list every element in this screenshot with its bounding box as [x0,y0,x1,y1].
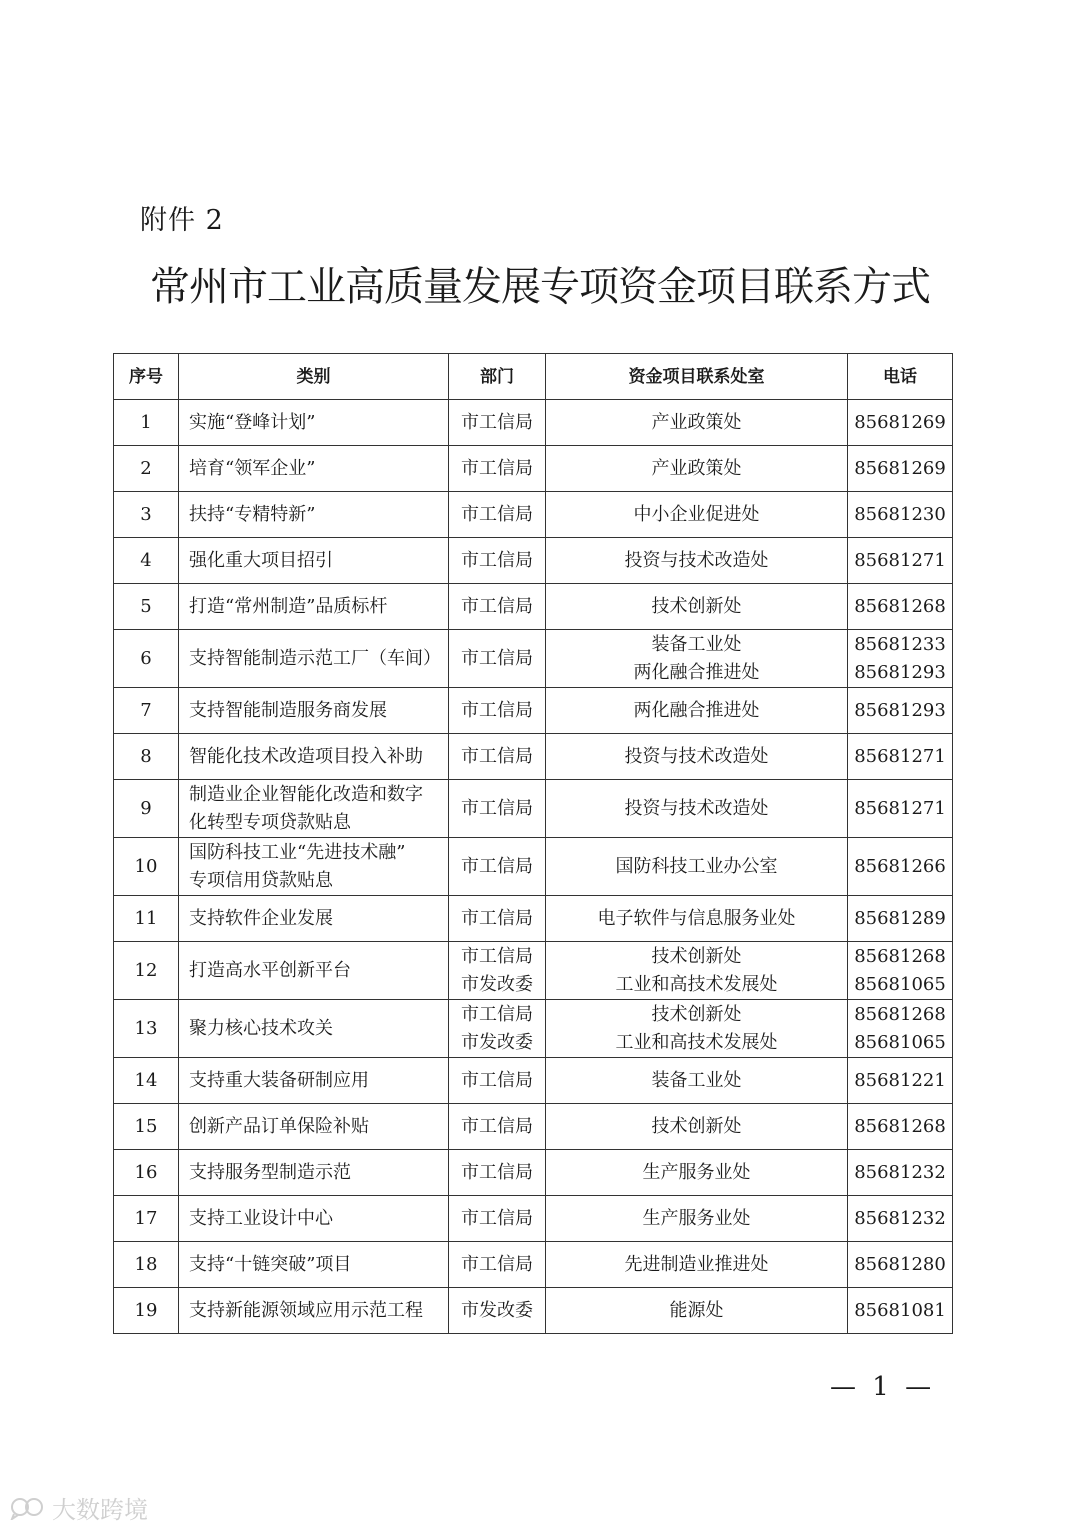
column-header-office: 资金项目联系处室 [546,354,848,400]
cell-no: 7 [114,688,179,734]
table-row [114,734,953,780]
cell-no: 14 [114,1058,179,1104]
cell-no: 6 [114,630,179,688]
cell-no: 10 [114,838,179,896]
cell-phone [848,734,953,780]
cell-department [449,446,546,492]
cell-office [546,688,848,734]
cell-phone [848,1150,953,1196]
cell-category [179,896,449,942]
cell-category [179,1288,449,1334]
cell-phone-line: 85681289 [854,907,946,929]
cell-category [179,584,449,630]
cell-department [449,1058,546,1104]
cell-department [449,734,546,780]
cell-phone-line: 85681293 [854,699,946,721]
cell-phone-line: 85681271 [854,745,946,767]
cell-department [449,838,546,896]
cell-phone [848,942,953,1000]
cell-no: 13 [114,1000,179,1058]
cell-department [449,1196,546,1242]
cell-no: 12 [114,942,179,1000]
cell-category [179,400,449,446]
cell-department-line: 市发改委 [461,1299,533,1321]
cell-office-line: 工业和高技术发展处 [615,1031,778,1053]
cell-office-line: 电子软件与信息服务业处 [597,907,796,929]
cell-category [179,446,449,492]
cell-phone [848,896,953,942]
cell-category-line: 扶持“专精特新” [189,503,316,525]
cell-phone [848,1058,953,1104]
table-row [114,1000,953,1058]
cell-department-line: 市工信局 [461,855,533,877]
cell-department-line: 市工信局 [461,745,533,767]
cell-office-line: 产业政策处 [651,457,742,479]
cell-department [449,942,546,1000]
cell-office-line: 技术创新处 [651,595,742,617]
cell-department [449,1288,546,1334]
cell-phone [848,492,953,538]
cell-office [546,1104,848,1150]
cell-category [179,538,449,584]
cell-department-line: 市工信局 [461,699,533,721]
cell-category [179,1104,449,1150]
cell-department [449,492,546,538]
cell-no: 9 [114,780,179,838]
table-header-row [114,354,953,400]
cell-department [449,1150,546,1196]
cell-category-line: 国防科技工业“先进技术融” [189,841,406,863]
cell-office-line: 国防科技工业办公室 [615,855,778,877]
cell-category-line: 聚力核心技术攻关 [189,1017,333,1039]
table-body [114,400,953,1334]
cell-department-line: 市工信局 [461,647,533,669]
cell-department-line: 市工信局 [461,549,533,571]
cell-category-line: 支持“十链突破”项目 [189,1253,352,1275]
cell-category-line: 制造业企业智能化改造和数字 [189,783,423,805]
cell-phone-line: 85681268 [854,1115,946,1137]
cell-no: 18 [114,1242,179,1288]
cell-department [449,780,546,838]
table-row [114,630,953,688]
page-number: — 1 — [830,1372,936,1402]
cell-no: 5 [114,584,179,630]
chat-bubble-icon [10,1496,46,1520]
table-row [114,1104,953,1150]
cell-phone-line: 85681065 [854,973,946,995]
cell-category-line: 打造高水平创新平台 [189,959,351,981]
cell-category [179,734,449,780]
cell-phone-line: 85681232 [854,1161,946,1183]
cell-office-line: 工业和高技术发展处 [615,973,778,995]
cell-phone-line: 85681266 [854,855,946,877]
cell-department-line: 市发改委 [461,973,533,995]
cell-department-line: 市工信局 [461,1115,533,1137]
cell-category-line: 支持工业设计中心 [189,1207,333,1229]
cell-office-line: 技术创新处 [651,1003,742,1025]
cell-phone-line: 85681271 [854,797,946,819]
cell-office-line: 装备工业处 [651,1069,742,1091]
cell-office [546,1058,848,1104]
cell-department [449,584,546,630]
cell-phone-line: 85681230 [854,503,946,525]
contact-table [113,353,953,1334]
cell-phone-line: 85681221 [854,1069,946,1091]
cell-department-line: 市工信局 [461,1003,533,1025]
cell-department-line: 市工信局 [461,503,533,525]
cell-category [179,838,449,896]
cell-office [546,1000,848,1058]
cell-category-line: 支持软件企业发展 [189,907,333,929]
cell-office [546,1288,848,1334]
cell-office-line: 生产服务业处 [642,1161,751,1183]
cell-phone-line: 85681268 [854,1003,946,1025]
column-header-category: 类别 [179,354,449,400]
cell-department [449,538,546,584]
cell-department [449,630,546,688]
watermark-text: 大数跨境 [52,1496,148,1524]
cell-phone-line: 85681271 [854,549,946,571]
cell-office-line: 装备工业处 [651,633,742,655]
cell-department [449,688,546,734]
cell-phone [848,688,953,734]
cell-office [546,446,848,492]
cell-office [546,734,848,780]
cell-office [546,896,848,942]
cell-no: 17 [114,1196,179,1242]
cell-phone-line: 85681233 [854,633,946,655]
cell-phone-line: 85681293 [854,661,946,683]
cell-phone-line: 85681065 [854,1031,946,1053]
table-row [114,538,953,584]
cell-category-line: 创新产品订单保险补贴 [189,1115,369,1137]
cell-phone [848,1288,953,1334]
cell-no: 8 [114,734,179,780]
watermark [10,1490,148,1525]
cell-category-line: 支持智能制造服务商发展 [189,699,387,721]
cell-office [546,1150,848,1196]
cell-category [179,1242,449,1288]
cell-office [546,942,848,1000]
cell-phone-line: 85681268 [854,945,946,967]
cell-office [546,630,848,688]
table-row [114,838,953,896]
table-row [114,896,953,942]
cell-department-line: 市工信局 [461,411,533,433]
cell-category-line: 化转型专项贷款贴息 [189,811,351,833]
cell-category-line: 支持服务型制造示范 [189,1161,351,1183]
cell-department-line: 市工信局 [461,945,533,967]
column-header-department: 部门 [449,354,546,400]
cell-category [179,1150,449,1196]
cell-phone [848,584,953,630]
table-row [114,1196,953,1242]
cell-department-line: 市工信局 [461,595,533,617]
cell-department-line: 市工信局 [461,1207,533,1229]
cell-department [449,400,546,446]
cell-category [179,1058,449,1104]
cell-no: 16 [114,1150,179,1196]
cell-department-line: 市工信局 [461,797,533,819]
cell-department-line: 市工信局 [461,1069,533,1091]
attachment-label: 附件 2 [140,205,224,236]
cell-office [546,538,848,584]
table-row [114,492,953,538]
cell-department-line: 市工信局 [461,457,533,479]
cell-no: 19 [114,1288,179,1334]
cell-phone [848,1000,953,1058]
cell-department [449,1104,546,1150]
cell-office [546,838,848,896]
table-row [114,1058,953,1104]
cell-department-line: 市工信局 [461,1161,533,1183]
cell-office [546,584,848,630]
cell-phone [848,780,953,838]
cell-department [449,896,546,942]
cell-office [546,492,848,538]
cell-category [179,688,449,734]
cell-phone [848,400,953,446]
cell-phone [848,538,953,584]
cell-category-line: 智能化技术改造项目投入补助 [189,745,423,767]
cell-office-line: 两化融合推进处 [633,661,760,683]
cell-category-line: 专项信用贷款贴息 [189,869,333,891]
table-row [114,1288,953,1334]
cell-category [179,492,449,538]
cell-department-line: 市工信局 [461,1253,533,1275]
cell-phone [848,1104,953,1150]
cell-office-line: 中小企业促进处 [633,503,760,525]
cell-category [179,1196,449,1242]
table-row [114,1150,953,1196]
cell-department [449,1000,546,1058]
table-row [114,446,953,492]
cell-office-line: 生产服务业处 [642,1207,751,1229]
table-row [114,688,953,734]
table-row [114,400,953,446]
cell-category-line: 强化重大项目招引 [189,549,333,571]
cell-category [179,942,449,1000]
cell-category [179,1000,449,1058]
cell-office-line: 产业政策处 [651,411,742,433]
cell-category-line: 打造“常州制造”品质标杆 [189,595,388,617]
cell-category-line: 支持新能源领域应用示范工程 [189,1299,423,1321]
cell-category-line: 支持智能制造示范工厂（车间） [189,647,441,669]
column-header-phone: 电话 [848,354,953,400]
cell-phone-line: 85681269 [854,411,946,433]
cell-office-line: 投资与技术改造处 [624,745,769,767]
cell-office-line: 投资与技术改造处 [624,797,769,819]
cell-office-line: 技术创新处 [651,1115,742,1137]
cell-department-line: 市发改委 [461,1031,533,1053]
cell-phone [848,1242,953,1288]
table-row [114,1242,953,1288]
cell-no: 11 [114,896,179,942]
column-header-no: 序号 [114,354,179,400]
cell-office-line: 能源处 [669,1299,724,1321]
cell-office [546,1196,848,1242]
cell-category-line: 支持重大装备研制应用 [189,1069,369,1091]
cell-department [449,1242,546,1288]
cell-office [546,1242,848,1288]
cell-phone-line: 85681268 [854,595,946,617]
cell-phone-line: 85681232 [854,1207,946,1229]
cell-phone-line: 85681280 [854,1253,946,1275]
cell-office-line: 先进制造业推进处 [624,1253,769,1275]
cell-phone [848,838,953,896]
cell-category [179,630,449,688]
cell-category-line: 实施“登峰计划” [189,411,316,433]
cell-category [179,780,449,838]
cell-no: 1 [114,400,179,446]
table-row [114,780,953,838]
cell-phone-line: 85681081 [854,1299,946,1321]
cell-phone-line: 85681269 [854,457,946,479]
cell-office-line: 两化融合推进处 [633,699,760,721]
cell-no: 2 [114,446,179,492]
cell-phone [848,1196,953,1242]
cell-category-line: 培育“领军企业” [189,457,316,479]
table-row [114,584,953,630]
cell-no: 3 [114,492,179,538]
cell-phone [848,630,953,688]
cell-office [546,400,848,446]
cell-office-line: 技术创新处 [651,945,742,967]
table-row [114,942,953,1000]
cell-office-line: 投资与技术改造处 [624,549,769,571]
cell-department-line: 市工信局 [461,907,533,929]
cell-office [546,780,848,838]
document-title: 常州市工业高质量发展专项资金项目联系方式 [150,264,930,310]
cell-no: 4 [114,538,179,584]
cell-phone [848,446,953,492]
cell-no: 15 [114,1104,179,1150]
